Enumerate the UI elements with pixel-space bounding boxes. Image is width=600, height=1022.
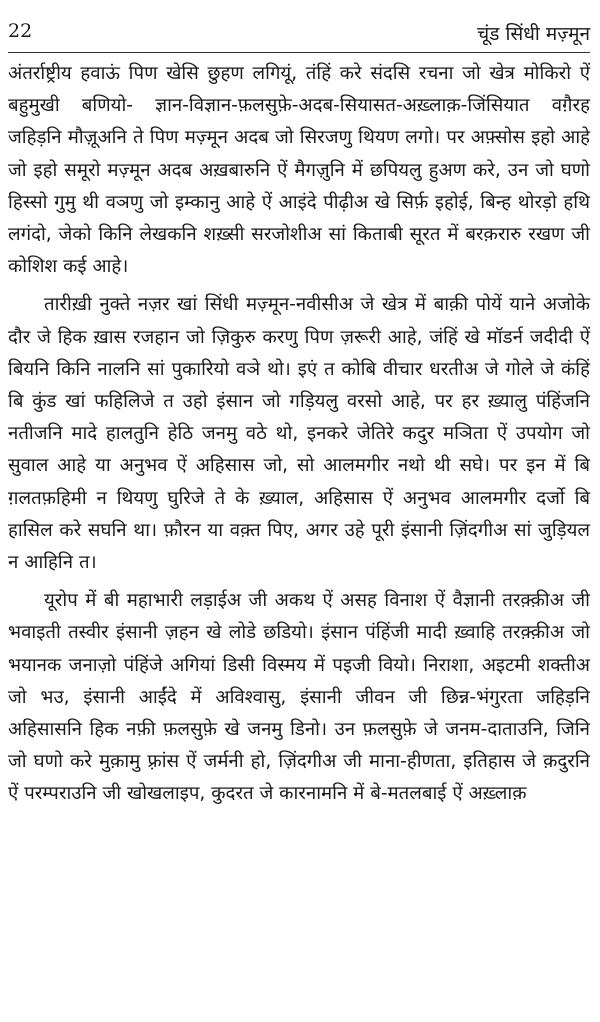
- page-body: [8, 58, 590, 817]
- header-rule: [8, 52, 590, 53]
- page-number: 22: [8, 20, 33, 42]
- paragraph: अंतर्राष्ट्रीय हवाऊं पिण खेसि छुहण लगियूं, तंहिं करे संदसि रचना जो खेत्र मोकिरो ऐं बहुमुखी बणियो- ज्ञान-विज्ञान-फ़लसुफ़े-अदब-सियासत-अख़्लाक़-जिंसियात वग़ैरह जहिड़नि मौज़ूअनि ते पिण मज़्मून अदब जो सिरजणु थियण लगो। पर अफ़्सोस इहो आहे जो इहो समूरो मज़्मून अदब अख़बारुनि ऐं मैगज़ुनि में छपियलु हुअण करे, उन जो घणो हिस्सो गुमु थी वञणु जो इम्कानु आहे ऐं आइंदे पीढ़ीअ खे सिर्फ़ इहोई, बिन्ह थोरड़ो हथि लगंदो, जेको किनि लेखकनि शख़्सी सरजोशीअ सां किताबी सूरत में बरक़रारु रखण जी कोशिश कई आहे।: [8, 63, 590, 278]
- page-header: [8, 20, 590, 50]
- paragraph: यूरोप में बी महाभारी लड़ाईअ जी अकथ ऐं असह विनाश ऐं वैज्ञानी तरक़्क़ीअ जी भवाइती तस्वीर इंसानी ज़हन खे लोडे छडियो। इंसान पंहिंजी मादी ख़्वाहि तरक़्क़ीअ जो भयानक जनाज़ो पंहिंजे अगियां डिसी विस्मय में पइजी वियो। निराशा, अइटमी शक्तीअ जो भउ, इंसानी आईंदे में अविश्वासु, इंसानी जीवन जी छिन्न-भंगुरता जहिड़नि अहिसासनि हिक नफ़ी फ़लसुफ़े खे जनमु डिनो। उन फ़लसुफ़े जे जनम-दाताउनि, जिनि जो घणो करे मुक़ामु फ़्रांस ऐं जर्मनी हो, ज़िंदगीअ जी माना-हीणता, इतिहास जे क़दुरनि ऐं परम्पराउनि जी खोखलाइप, कुदरत जे कारनामनि में बे-मतलबाई ऐं अख़्लाक़: [8, 590, 590, 805]
- running-title: चूंड सिंधी मज़्मून: [477, 23, 590, 45]
- paragraph: तारीख़ी नुक्ते नज़र खां सिंधी मज़्मून-नवीसीअ जे खेत्र में बाक़ी पोयें याने अजोके दौर जे हिक ख़ास रजहान जो ज़िकुरु करणु पिण ज़रूरी आहे, जंहिं खे मॉडर्न जदीदी ऐं बियनि किनि नालनि सां पुकारियो वञे थो। इएं त कोबि वीचार धरतीअ जे गोले जे कंहिं बि कुंड खां फहिलिजे त उहो इंसान जो गड़ियलु वरसो आहे, पर हर ख़्यालु पंहिंजनि नतीजनि मादे हालतुनि हेठि जनमु वठे थो, इनकरे जेतिरे कदुर मञिता ऐं उपयोग जो सुवाल आहे या अनुभव ऐं अहिसास जो, सो आलमगीर नथो थी सघे। पर इन में बि ग़लतफ़हिमी न थियणु घुरिजे ते के ख़्याल, अहिसास ऐं अनुभव आलमगीर दर्जो बि हासिल करे सघनि था। फ़ौरन या वक़्त पिए, अगर उहे पूरी इंसानी ज़िंदगीअ सां जुड़ियल न आहिनि त।: [8, 294, 590, 574]
